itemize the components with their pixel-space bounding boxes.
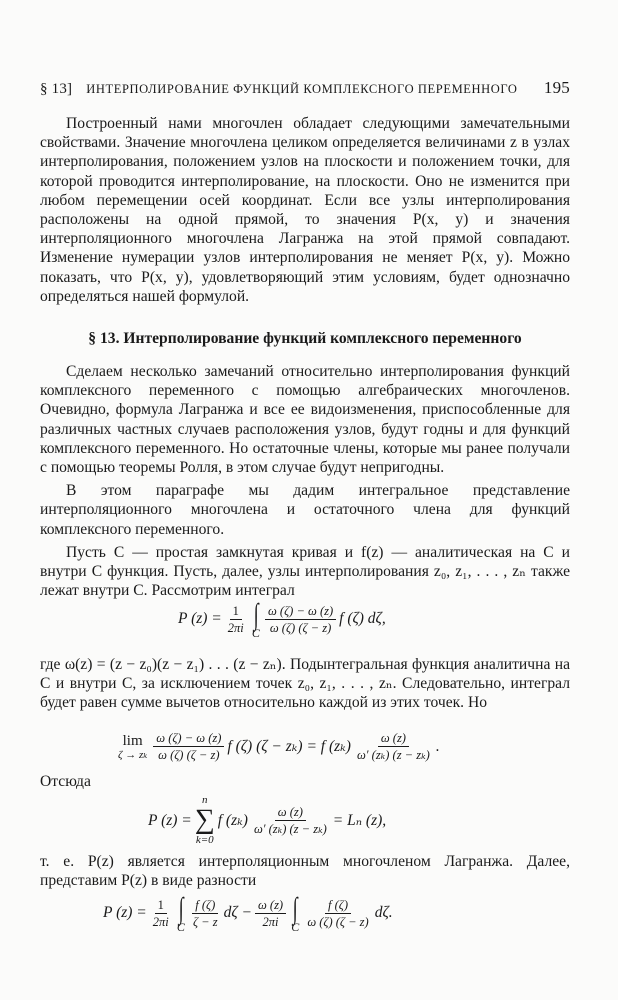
eq3-sum: n ∑ k=0 bbox=[194, 794, 215, 846]
eq1-coef: $\frac{1}{2\pi i}$ bbox=[227, 603, 244, 635]
section-ref: § 13] bbox=[40, 81, 73, 97]
eq4-integral-2: ∫ C bbox=[291, 892, 300, 934]
eq3-mid: f (zₖ) bbox=[217, 812, 248, 829]
eq3-lhs: P (z) = bbox=[148, 811, 192, 829]
eq4-d1: dζ − bbox=[223, 904, 252, 921]
paragraph-residues bbox=[40, 655, 570, 713]
eq1-lhs: P (z) = bbox=[178, 610, 222, 627]
equation-1 bbox=[178, 600, 386, 638]
eq2-end: . bbox=[435, 737, 440, 755]
section-heading: § 13. Интерполирование функций комплексного переменного bbox=[88, 330, 522, 347]
paragraph-remarks bbox=[40, 362, 570, 600]
eq4-fraction-2: $\frac{f (\zeta)}{\omega (\zeta) (\zeta - z)}$ bbox=[307, 897, 369, 929]
paragraph-3: В этом параграфе мы дадим интегральное представление интерполяционного многочлена и остаточного члена для функций комплексного переменного. bbox=[40, 482, 570, 538]
running-title: ИНТЕРПОЛИРОВАНИЕ ФУНКЦИЙ КОМПЛЕКСНОГО ПЕРЕМЕННОГО bbox=[86, 82, 518, 96]
eq1-integral: ∫ C bbox=[251, 598, 260, 640]
eq2-limit: lim ζ → zₖ bbox=[118, 732, 148, 761]
paragraph-2: Сделаем несколько замечаний относительно интерполирования функций комплексного переменного с помощью алгебраических многочленов. Очевидно, формула Лагранжа и все ее видоизменения, приспособленные для различных частных случаев расположения узлов, будут годны и для функций комплексного переменного. Но остаточные члены, которые мы ранее получали с помощью теоремы Ролля, в этом случае будут непригодны. bbox=[40, 363, 570, 477]
page-number: 195 bbox=[543, 78, 570, 97]
eq2-fraction-1: $\frac{\omega (\zeta) - \omega (z)}{\omega (\zeta) (\zeta - z)}$ bbox=[153, 731, 224, 762]
eq4-d2: dζ. bbox=[374, 904, 393, 921]
eq4-integral-1: ∫ C bbox=[176, 892, 185, 934]
paragraph-1: Построенный нами многочлен обладает следующими замечательными свойствами. Значение многочлена целиком определяется величинами z в узлах интерполирования, положением узлов на плоскости и положением точки, для которой проводится интерполирование, на плоскости. Оно не изменится при любом перемещении осей координат. Если все узлы интерполирования расположены на одной прямой, то значения P(x, y) и значения интерполяционного многочлена Лагранжа на этой прямой совпадают. Изменение нумерации узлов интерполирования не меняет P(x, y). Можно показать, что P(x, y), удовлетворяющий этим условиям, будет однозначно определяться нашей формулой. bbox=[40, 115, 570, 305]
running-head-left bbox=[40, 81, 518, 98]
eq4-coef-1: $\frac{1}{2\pi i}$ bbox=[152, 897, 169, 929]
paragraph-6: т. е. P(z) является интерполяционным многочленом Лагранжа. Далее, представим P(z) в виде разности bbox=[40, 853, 570, 890]
eq3-fraction: $\frac{\omega (z)}{\text{ω′ (zₖ) (z − zₖ)}}$ bbox=[253, 805, 327, 836]
paragraph-5: где ω(z) = (z − z₀)(z − z₁) . . . (z − zₙ). Подынтегральная функция аналитична на C и внутри C, за исключением точек z₀, z₁, . . . , zₙ. Следовательно, интеграл будет равен сумме вычетов относительно каждой из этих точек. Но bbox=[40, 656, 570, 712]
paragraph-properties bbox=[40, 114, 570, 306]
eq4-lhs: P (z) = bbox=[103, 904, 147, 921]
eq2-fraction-2: $\frac{\omega (z)}{\text{ω′ (zₖ) (z − zₖ)}}$ bbox=[356, 731, 430, 762]
equation-3 bbox=[148, 795, 386, 846]
word-otsyuda: Отсюда bbox=[40, 773, 91, 790]
eq4-fraction-1: $\frac{f (\zeta)}{\zeta - z}$ bbox=[192, 897, 218, 929]
word-otsyuda-block bbox=[40, 772, 570, 791]
eq1-fraction: $\frac{\omega (\zeta) - \omega (z)}{\omega (\zeta) (\zeta - z)}$ bbox=[265, 604, 336, 635]
eq1-tail: f (ζ) dζ, bbox=[339, 610, 386, 627]
eq3-rhs: = Lₙ (z), bbox=[332, 812, 387, 829]
running-head bbox=[40, 78, 570, 98]
eq4-coef-2: $\frac{\omega (z)}{2\pi i}$ bbox=[255, 898, 286, 929]
eq2-mid: f (ζ) (ζ − zₖ) = f (zₖ) bbox=[227, 738, 351, 755]
equation-2 bbox=[115, 731, 440, 762]
equation-4 bbox=[103, 894, 393, 932]
paragraph-difference bbox=[40, 852, 570, 890]
paragraph-4: Пусть C — простая замкнутая кривая и f(z) — аналитическая на C и внутри C функция. Пусть, далее, узлы интерполирования z₀, z₁, . . . , zₙ также лежат внутри C. Рассмотрим интеграл bbox=[40, 543, 570, 600]
